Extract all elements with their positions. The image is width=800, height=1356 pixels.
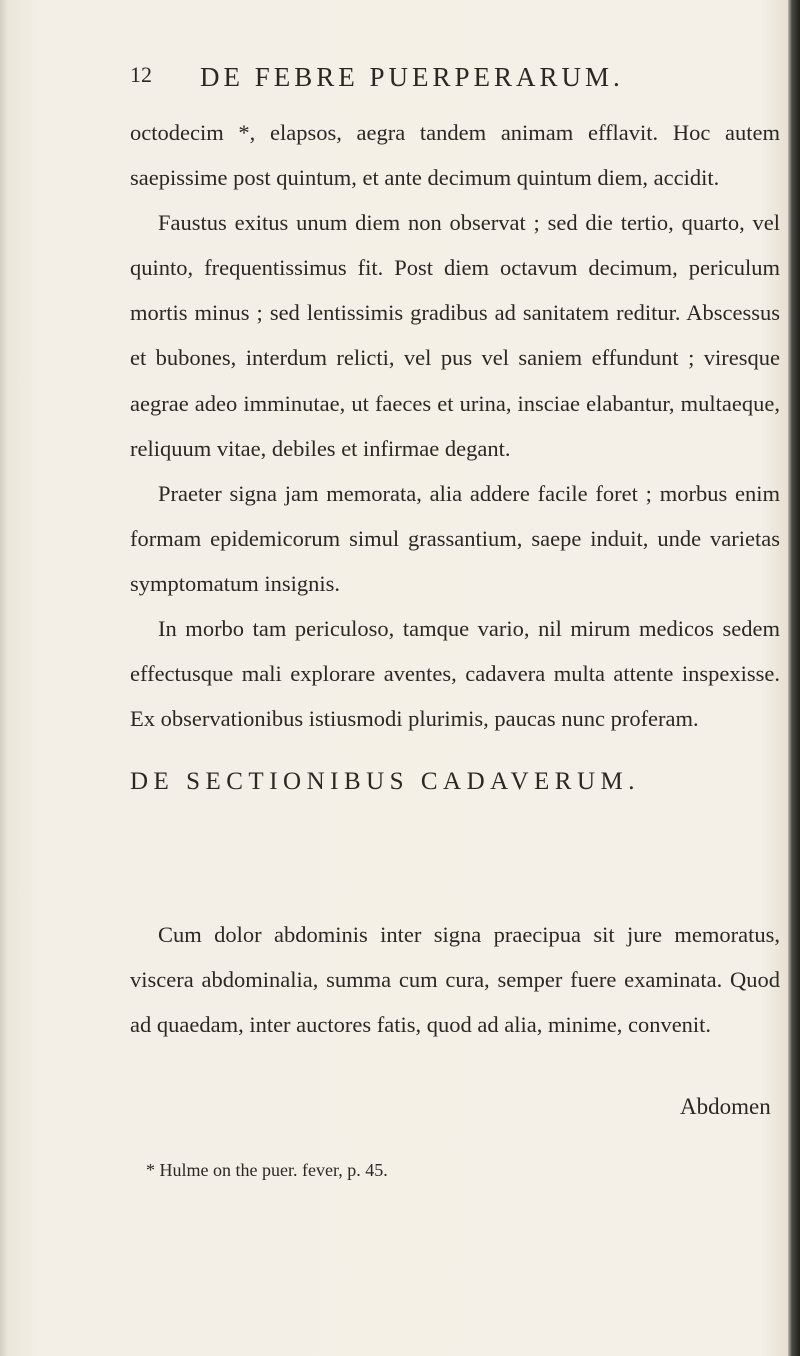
running-head [130,62,770,102]
running-title: DE FEBRE PUERPERARUM. [200,62,624,92]
footnote: * Hulme on the puer. fever, p. 45. [146,1160,388,1180]
paragraph: In morbo tam periculoso, tamque vario, nil mirum medicos sedem effectusque mali explorare aventes, cadavera multa attente inspexisse. Ex observationibus istiusmodi plurimis, paucas nunc proferam. [130,616,780,732]
page-gutter [0,0,8,1356]
page-number: 12 [130,62,152,87]
paragraph: Praeter signa jam memorata, alia addere facile foret ; morbus enim formam epidemicorum simul grassantium, saepe induit, unde varietas symptomatum insignis. [130,480,780,596]
section-heading: DE SECTIONIBUS CADAVERUM. [130,768,640,795]
paragraph: Cum dolor abdominis inter signa praecipua sit jure memoratus, viscera abdominalia, summa cum cura, semper fuere examinata. Quod ad quaedam, inter auctores fatis, quod ad alia, minime, convenit. [130,922,780,1038]
body-text [130,110,780,741]
page-edge-shadow [788,0,800,1356]
section-text [130,912,780,1048]
paragraph: Faustus exitus unum diem non observat ; sed die tertio, quarto, vel quinto, frequentissimus fit. Post diem octavum decimum, periculum mortis minus ; sed lentissimis gradibus ad sanitatem reditur. Abscessus et bubones, interdum relicti, vel pus vel saniem effundunt ; viresque aegrae adeo imminutae, ut faeces et urina, insciae elabantur, multaeque, reliquum vitae, debiles et infirmae degant. [130,210,780,461]
catchword: Abdomen [680,1094,771,1119]
paragraph: octodecim *, elapsos, aegra tandem animam efflavit. Hoc autem saepissime post quintum, et ante decimum quintum diem, accidit. [130,120,780,191]
